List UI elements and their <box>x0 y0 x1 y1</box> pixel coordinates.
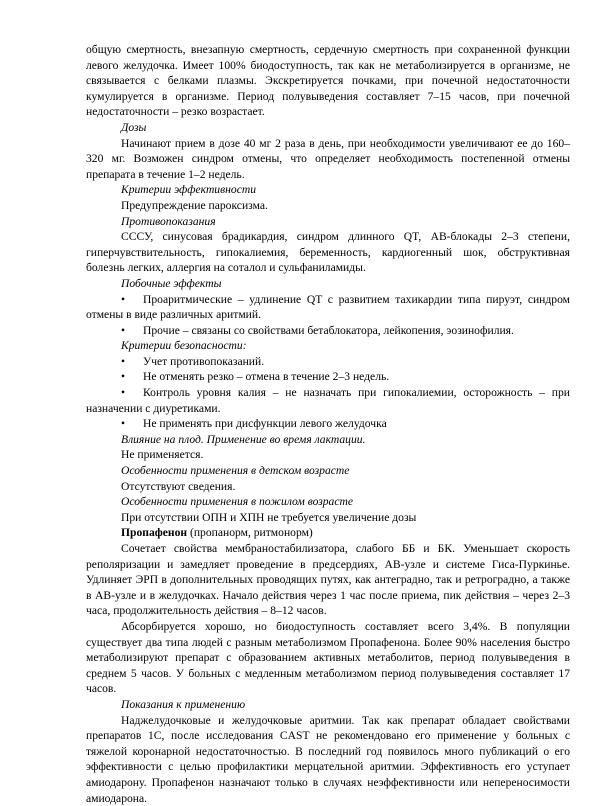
heading-fetus-lactation: Влияние на плод. Применение во время лактации. <box>121 432 366 446</box>
paragraph-contraindications: СССУ, синусовая брадикардия, синдром длинного QT, АВ-блокады 2–3 степени, гиперчувствительность, гипокалиемия, беременность, кардиогенный шок, обструктивная болезнь легких, аллергия на соталол и сульфаниламиды. <box>86 230 570 275</box>
bullet-marker: • <box>121 386 126 400</box>
paragraph-doses: Начинают прием в дозе 40 мг 2 раза в день, при необходимости увеличивают ее до 160–320 мг. Возможен синдром отмены, что определяет необходимость постепенной отмены препарата в течение 1–2 недель. <box>86 136 570 181</box>
bullet-marker: • <box>121 323 126 337</box>
heading-side-effects: Побочные эффекты <box>121 276 222 290</box>
bullet-marker: • <box>121 417 126 431</box>
paragraph-propafenone-kinetics: Абсорбируется хорошо, но биодоступность составляет всего 3,4%. В популяции существует два типа людей с разным метаболизмом Пропафенона. Более 90% населения быстро метаболизируют препарат с образованием активных метаболитов, период полувыведения в среднем 5 часов. У больных с медленным метаболизмом период полувыведения составляет 17 часов. <box>86 619 570 696</box>
heading-doses: Дозы <box>121 120 147 134</box>
list-item-side-effect: • Проаритмические – удлинение QT с развитием тахикардии типа пируэт, синдром отмены в виде различных аритмий. <box>86 292 570 322</box>
drug-alt-names: (пропанорм, ритмонорм) <box>187 526 313 540</box>
list-item-safety: • Учет противопоказаний. <box>121 354 265 368</box>
paragraph-efficacy: Предупреждение пароксизма. <box>121 198 268 212</box>
paragraph-indications: Наджелудочковые и желудочковые аритмии. Так как препарат обладает свойствами препаратов 1С, после исследования CAST не рекомендовано его применение у больных с тяжелой коронарной недостаточностью. В последний год появилось много публикаций о его эффективности с целью профилактики мерцательной аритмии. Эффективность его уступает амиодарону. Пропафенон назначают только в случаях неэффективности или непереносимости амиодарона. <box>86 713 570 805</box>
bullet-marker: • <box>121 292 126 306</box>
paragraph-pediatric: Отсутствуют сведения. <box>121 479 236 493</box>
drug-heading <box>86 525 570 541</box>
paragraph-elderly: При отсутствии ОПН и ХПН не требуется увеличение дозы <box>121 510 417 524</box>
heading-safety-criteria: Критерии безопасности: <box>121 339 247 353</box>
list-item-side-effect: • Прочие – связаны со свойствами бетаблокатора, лейкопения, эозинофилия. <box>121 323 514 337</box>
paragraph-fetus: Не применяется. <box>121 448 204 462</box>
paragraph-pharmacokinetics: общую смертность, внезапную смертность, сердечную смертность при сохраненной функции левого желудочка. Имеет 100% биодоступность, так как не метаболизируется в организме, не связывается с белками плазмы. Экскретируется почками, при почечной недостаточности кумулируется в организме. Период полувыведения составляет 7–15 часов, при почечной недостаточности – резко возрастает. <box>86 43 570 119</box>
list-item-safety: • Не отменять резко – отмена в течение 2–3 недель. <box>121 370 390 384</box>
paragraph-propafenone-action: Сочетает свойства мембраностабилизатора, слабого ББ и БК. Уменьшает скорость реполяризации и замедляет проведение в предсердиях, АВ-узле и системе Гиса-Пуркинье. Удлиняет ЭРП в дополнительных проводящих путях, как антеградно, так и ретроградно, а также в АВ-узле и в желудочках. Начало действия через 1 час после приема, пик действия – через 2–3 часа, продолжительность действия – 8–12 часов. <box>86 542 570 618</box>
list-item-safety: • Контроль уровня калия – не назначать при гипокалиемии, осторожность – при назначении с диуретиками. <box>86 386 570 415</box>
drug-name: Пропафенон <box>121 526 188 540</box>
bullet-marker: • <box>121 354 126 368</box>
heading-elderly-use: Особенности применения в пожилом возрасте <box>121 495 354 509</box>
heading-efficacy-criteria: Критерии эффективности <box>121 183 257 197</box>
bullet-marker: • <box>121 370 126 384</box>
heading-pediatric-use: Особенности применения в детском возрасте <box>121 464 350 478</box>
heading-indications: Показания к применению <box>121 697 246 711</box>
list-item-safety: • Не применять при дисфункции левого желудочка <box>121 417 387 431</box>
document-page <box>86 42 570 806</box>
heading-contraindications: Противопоказания <box>121 214 216 228</box>
